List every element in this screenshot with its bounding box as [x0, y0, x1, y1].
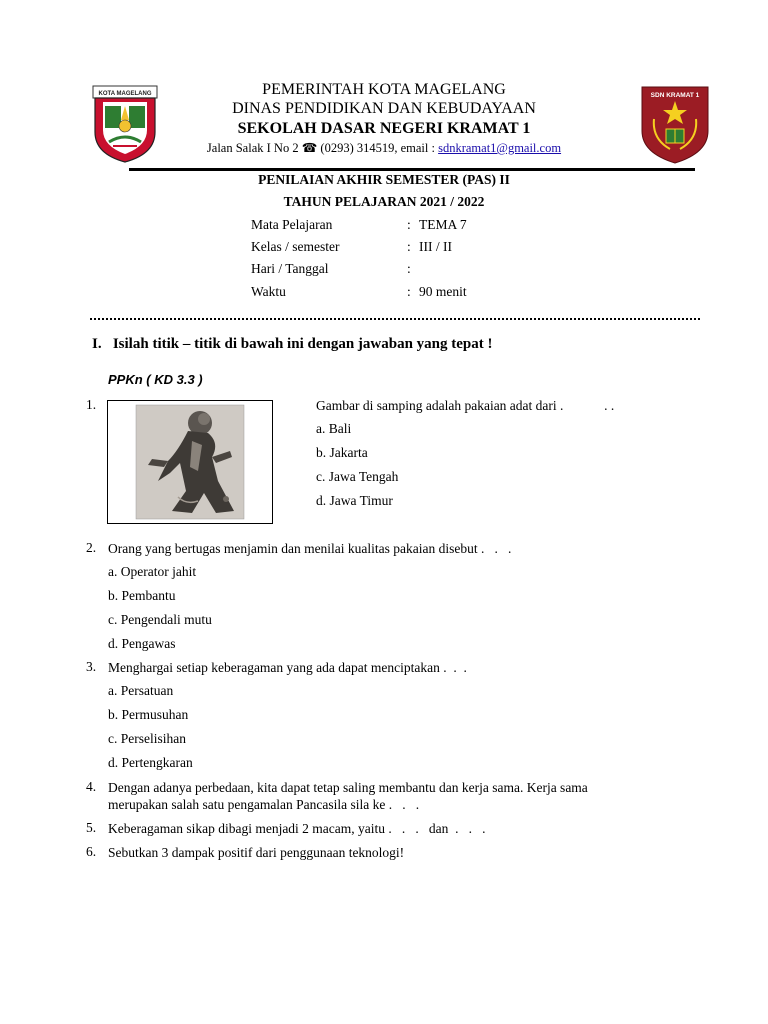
answer-option: b. Jakarta — [316, 445, 368, 460]
answer-option: a. Persatuan — [108, 683, 174, 698]
question-image-frame — [107, 400, 273, 524]
meta-colon: : — [407, 261, 411, 276]
question-text: Sebutkan 3 dampak positif dari penggunaan teknologi! — [108, 845, 405, 860]
question-text-main: Gambar di samping adalah pakaian adat dari . — [316, 398, 564, 413]
question-text-line1: Dengan adanya perbedaan, kita dapat tetap saling membantu dan kerja sama. Kerja sama — [108, 780, 588, 795]
phone-email-label: (0293) 314519, email : — [320, 141, 435, 155]
header-school-name: SEKOLAH DASAR NEGERI KRAMAT 1 — [237, 120, 531, 137]
question-number: 6. — [86, 844, 97, 859]
phone-icon: ☎ — [301, 141, 318, 155]
meta-colon: : — [407, 217, 411, 232]
sdn-kramat-logo — [640, 85, 708, 165]
email-link[interactable]: sdnkramat1@gmail.com — [438, 141, 562, 155]
question-text-line2: merupakan salah satu pengamalan Pancasila sila ke . . . — [108, 797, 420, 812]
wayang-costume-image — [108, 401, 272, 523]
answer-option: c. Pengendali mutu — [108, 612, 212, 627]
address-text: Jalan Salak I No 2 — [206, 141, 299, 155]
answer-option: a. Bali — [316, 421, 352, 436]
question-number: 1. — [86, 397, 97, 412]
answer-option: d. Jawa Timur — [316, 493, 393, 508]
exam-title: PENILAIAN AKHIR SEMESTER (PAS) II — [258, 172, 510, 187]
question-text-trail: . . — [604, 398, 615, 413]
question-number: 3. — [86, 659, 97, 674]
meta-label: Waktu — [251, 284, 286, 299]
answer-option: c. Perselisihan — [108, 731, 186, 746]
header-government: PEMERINTAH KOTA MAGELANG — [262, 81, 506, 98]
meta-value: III / II — [419, 239, 452, 254]
answer-option: d. Pertengkaran — [108, 755, 193, 770]
svg-text:SDN KRAMAT 1: SDN KRAMAT 1 — [650, 92, 700, 99]
answer-option: b. Permusuhan — [108, 707, 189, 722]
dotted-separator — [90, 318, 700, 320]
section-instruction: Isilah titik – titik di bawah ini dengan jawaban yang tepat ! — [112, 336, 493, 352]
subject-heading: PPKn ( KD 3.3 ) — [108, 372, 203, 387]
answer-option: d. Pengawas — [108, 636, 176, 651]
meta-colon: : — [407, 284, 411, 299]
answer-option: b. Pembantu — [108, 588, 176, 603]
question-number: 2. — [86, 540, 97, 555]
question-number: 4. — [86, 779, 97, 794]
meta-label: Mata Pelajaran — [251, 217, 333, 232]
svg-text:KOTA MAGELANG: KOTA MAGELANG — [98, 91, 152, 97]
section-heading — [92, 336, 493, 353]
header-department: DINAS PENDIDIKAN DAN KEBUDAYAAN — [232, 100, 536, 117]
answer-option: c. Jawa Tengah — [316, 469, 399, 484]
question-text: Keberagaman sikap dibagi menjadi 2 macam, yaitu . . . dan . . . — [108, 821, 486, 836]
meta-value: TEMA 7 — [419, 217, 467, 232]
question-text: Orang yang bertugas menjamin dan menilai kualitas pakaian disebut . . . — [108, 541, 512, 556]
exam-year: TAHUN PELAJARAN 2021 / 2022 — [283, 194, 485, 209]
meta-value: 90 menit — [419, 284, 467, 299]
meta-colon: : — [407, 239, 411, 254]
header-divider — [129, 168, 695, 171]
answer-option: a. Operator jahit — [108, 564, 197, 579]
meta-label: Hari / Tanggal — [251, 261, 329, 276]
meta-label: Kelas / semester — [251, 239, 340, 254]
question-number: 5. — [86, 820, 97, 835]
question-text — [316, 397, 614, 414]
question-text: Menghargai setiap keberagaman yang ada dapat menciptakan . . . — [108, 660, 467, 675]
section-number: I. — [92, 336, 102, 352]
